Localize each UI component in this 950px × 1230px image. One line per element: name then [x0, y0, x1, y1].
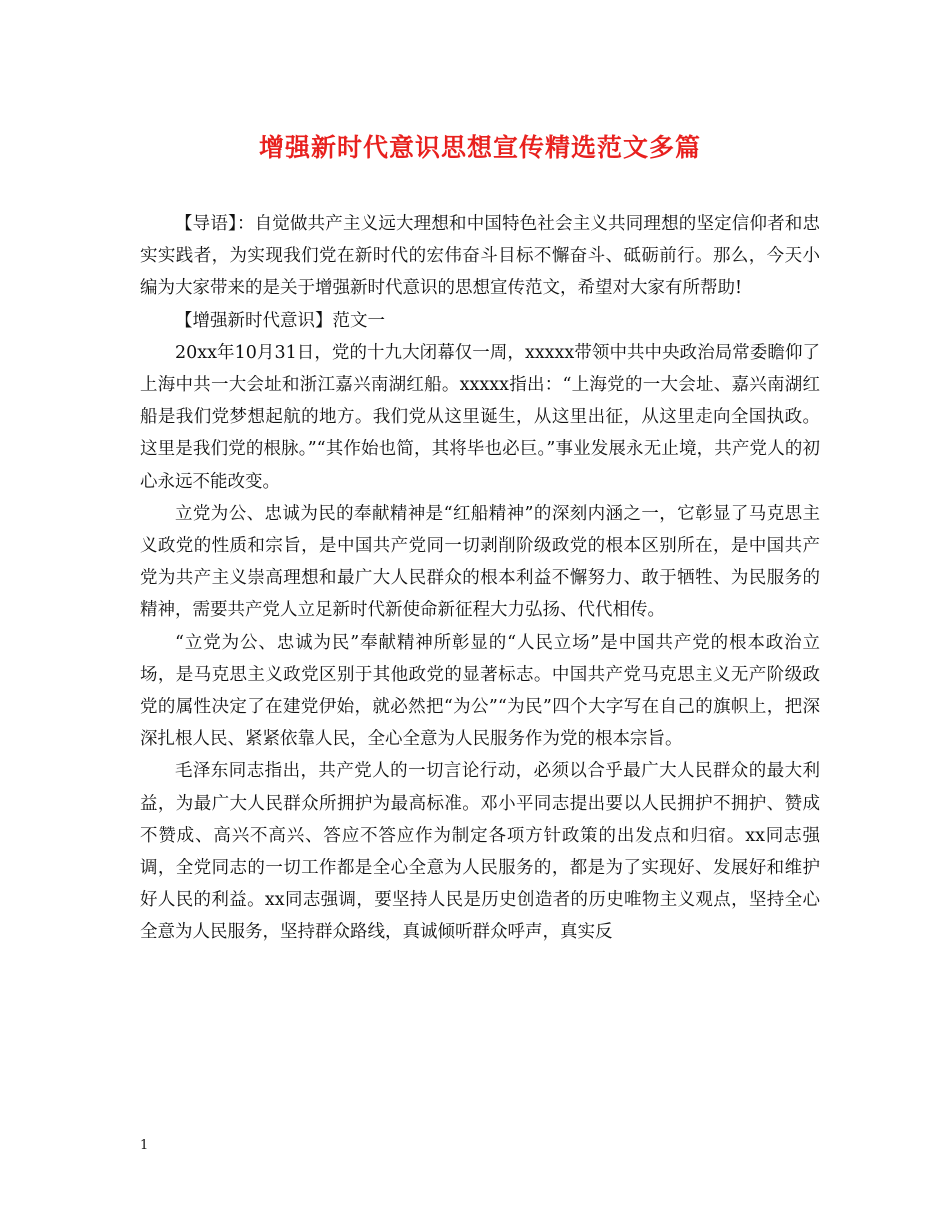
page-number: 1 — [140, 1138, 149, 1153]
document-title: 增强新时代意识思想宣传精选范文多篇 — [258, 133, 701, 162]
document-body — [140, 208, 820, 949]
paragraph: 20xx年10月31日，党的十九大闭幕仅一周，xxxxx带领中共中央政治局常委瞻仰了上海中共一大会址和浙江嘉兴南湖红船。xxxxx指出：“上海党的一大会址、嘉兴南湖红船是我们党梦想起航的地方。我们党从这里诞生，从这里出征，从这里走向全国执政。这里是我们党的根脉。”“其作始也简，其将毕也必巨。”事业发展永无止境，共产党人的初心永远不能改变。 — [140, 342, 820, 492]
paragraph: 立党为公、忠诚为民的奉献精神是“红船精神”的深刻内涵之一，它彰显了马克思主义政党的性质和宗旨，是中国共产党同一切剥削阶级政党的根本区别所在，是中国共产党为共产主义崇高理想和最广大人民群众的根本利益不懈努力、敢于牺牲、为民服务的精神，需要共产党人立足新时代新使命新征程大力弘扬、代代相传。 — [140, 503, 820, 621]
section-heading: 【增强新时代意识】范文一 — [175, 310, 385, 331]
paragraph: “立党为公、忠诚为民”奉献精神所彰显的“人民立场”是中国共产党的根本政治立场，是马克思主义政党区别于其他政党的显著标志。中国共产党马克思主义无产阶级政党的属性决定了在建党伊始，就必然把“为公”“为民”四个大字写在自己的旗帜上，把深深扎根人民、紧紧依靠人民，全心全意为人民服务作为党的根本宗旨。 — [140, 632, 820, 750]
paragraph: 毛泽东同志指出，共产党人的一切言论行动，必须以合乎最广大人民群众的最大利益，为最广大人民群众所拥护为最高标准。邓小平同志提出要以人民拥护不拥护、赞成不赞成、高兴不高兴、答应不答应作为制定各项方针政策的出发点和归宿。xx同志强调，全党同志的一切工作都是全心全意为人民服务的，都是为了实现好、发展好和维护好人民的利益。xx同志强调，要坚持人民是历史创造者的历史唯物主义观点，坚持全心全意为人民服务，坚持群众路线，真诚倾听群众呼声，真实反 — [140, 761, 820, 943]
paragraph-intro: 【导语】：自觉做共产主义远大理想和中国特色社会主义共同理想的坚定信仰者和忠实实践者，为实现我们党在新时代的宏伟奋斗目标不懈奋斗、砥砺前行。那么，今天小编为大家带来的是关于增强新时代意识的思想宣传范文，希望对大家有所帮助! — [140, 214, 820, 299]
